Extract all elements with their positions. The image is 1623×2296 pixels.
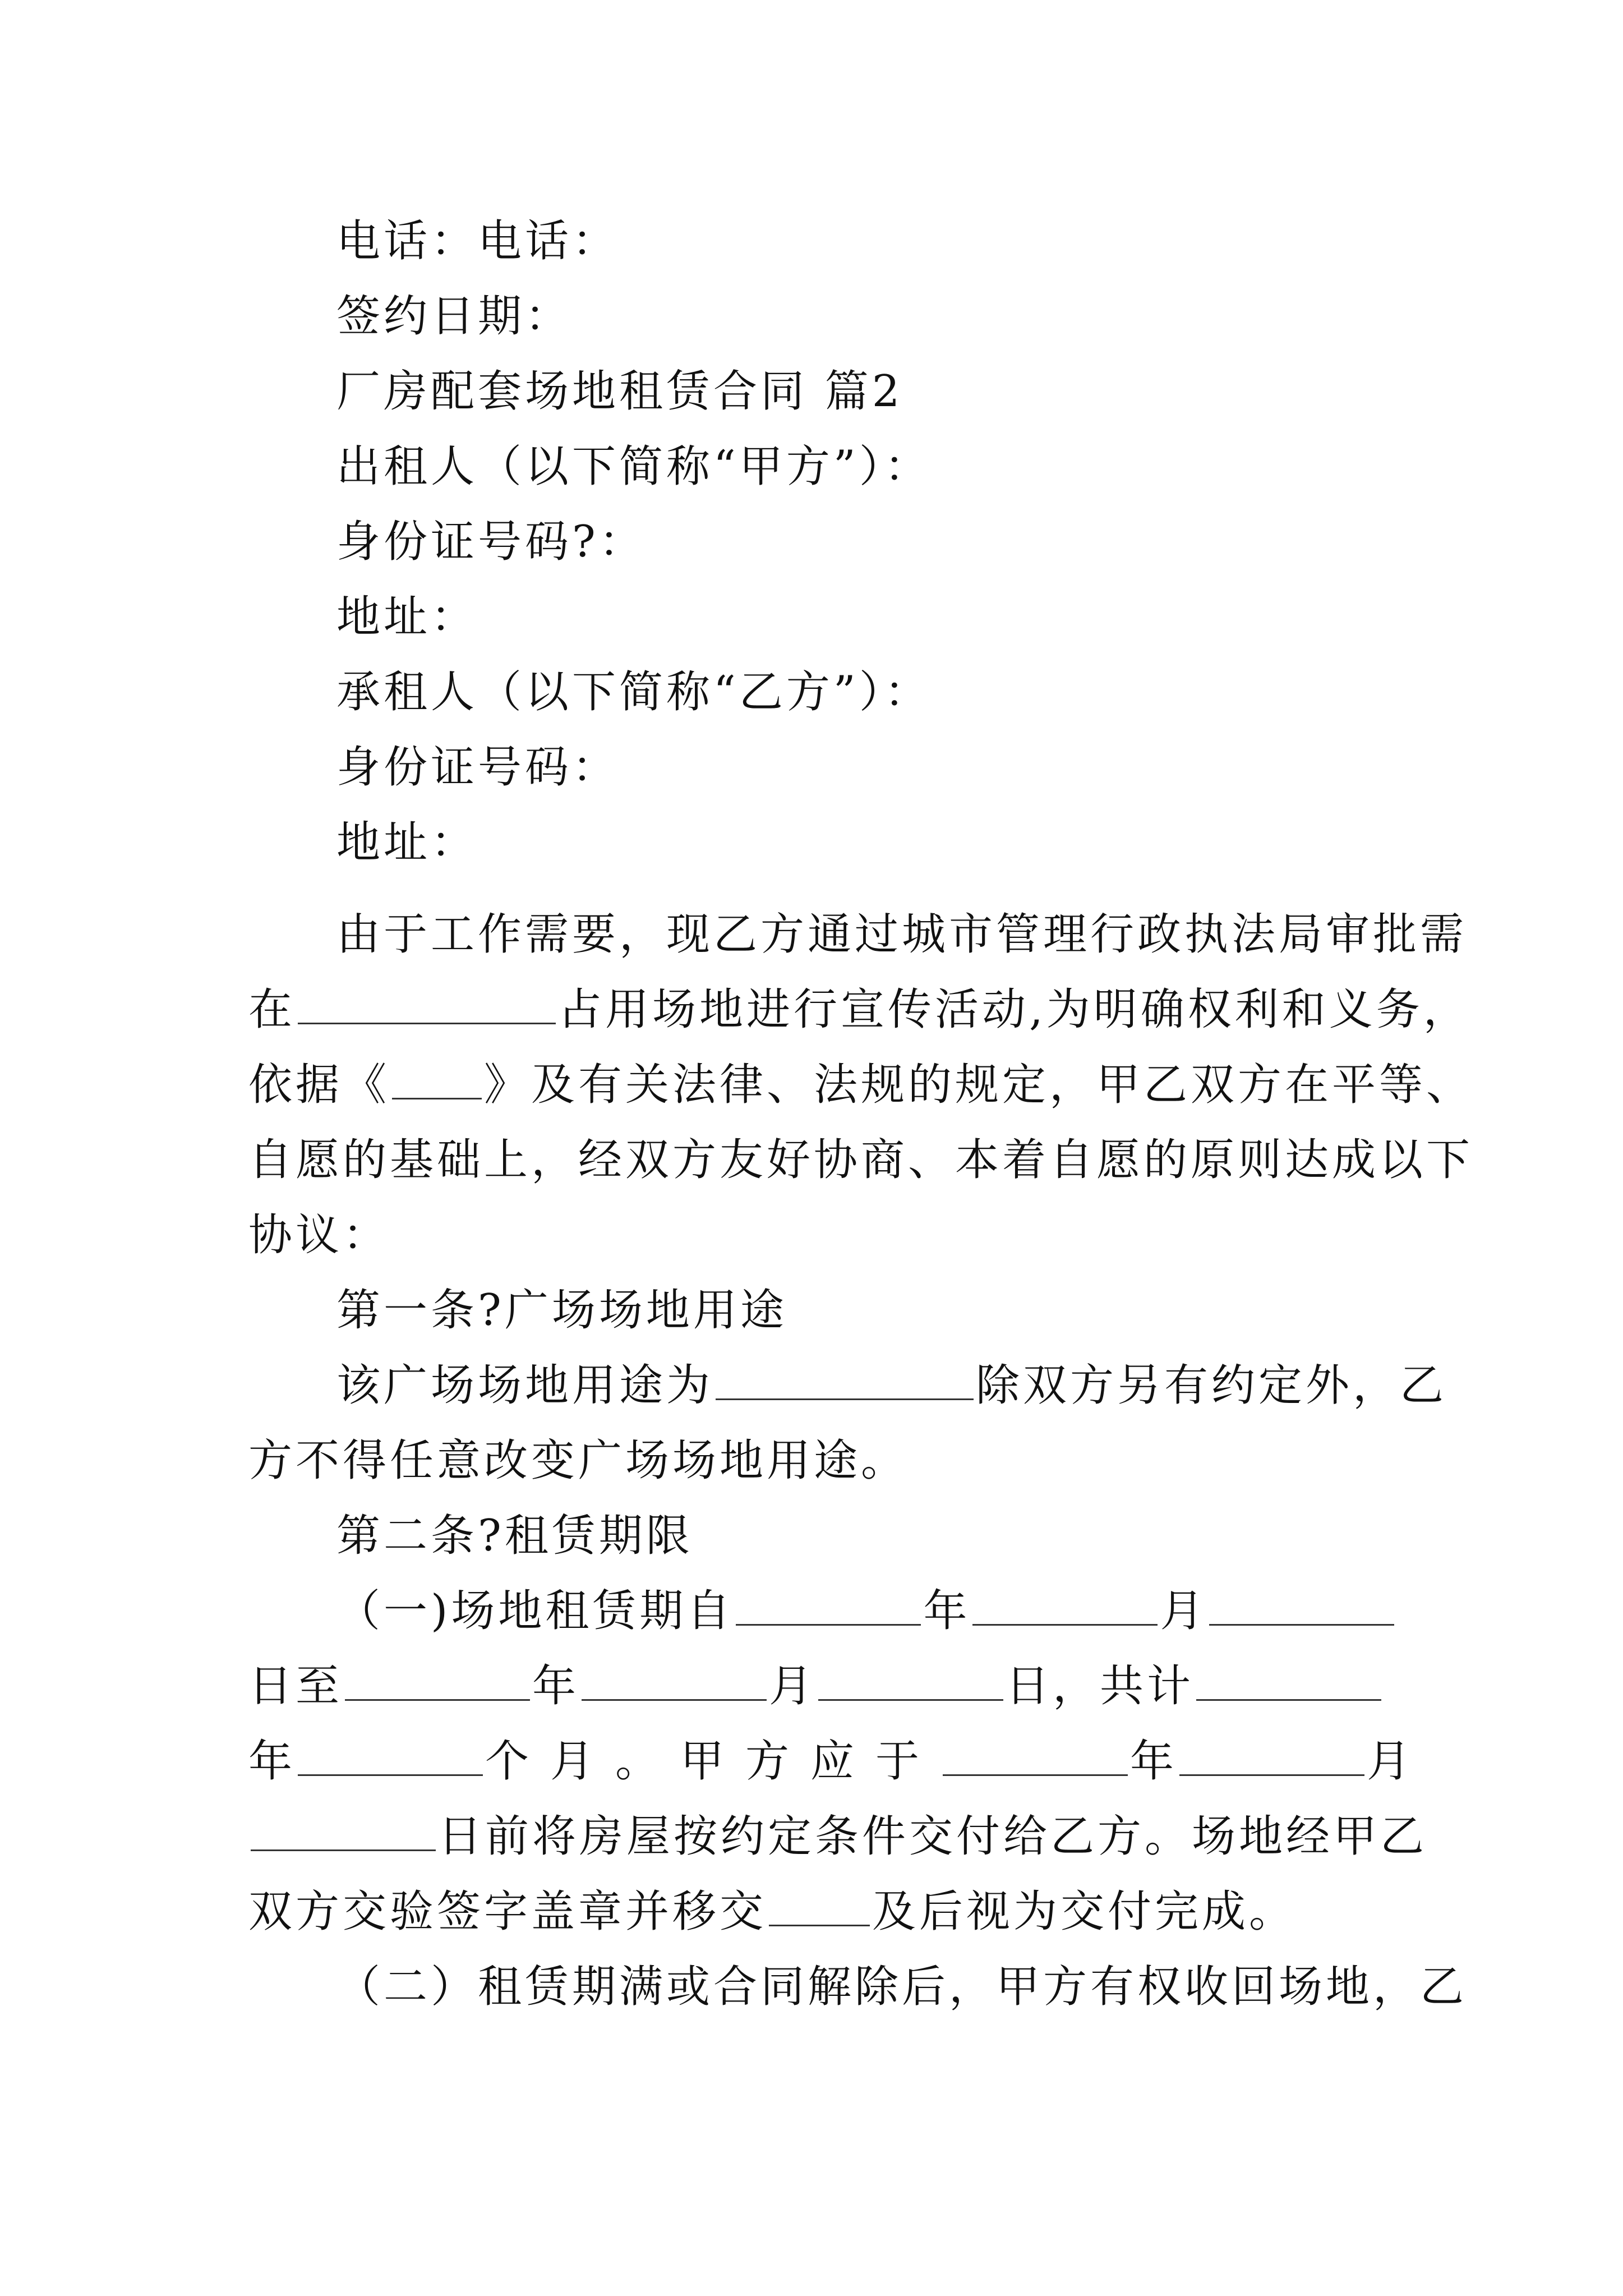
blank-field-total-years [1196,1665,1381,1701]
article-2-line-2: 日至 年 月 日，共计 [248,1658,1387,1714]
blank-field-delivery-month [1179,1741,1364,1776]
article-1-line-1: 该广场场地用途为 除双方另有约定外，乙 [336,1360,1447,1411]
article-2-heading: 第二条?租赁期限 [336,1511,693,1561]
blank-field-usage [716,1365,974,1400]
preamble-line-3: 依据《 》及有关法律、法规的规定，甲乙双方在平等、 [248,1060,1474,1110]
phone-line: 电话：电话： [336,216,620,266]
blank-field-end-year [345,1665,530,1701]
lessee-address-line: 地址： [336,817,478,868]
article-1-heading: 第一条?广场场地用途 [336,1285,787,1336]
preamble-line-1: 由于工作需要，现乙方通过城市管理行政执法局审批需 [336,909,1468,960]
preamble-line-5: 协议： [248,1210,390,1260]
preamble-line-2: 在 占用场地进行宣传活动,为明确权利和义务， [248,984,1470,1035]
article-2-line-5: 双方交验签字盖章并移交 及后视为交付完成。 [248,1887,1297,1937]
article-2-line-4: 日前将房屋按约定条件交付给乙方。场地经甲乙 [248,1809,1387,1865]
blank-field-delivery-year [943,1741,1128,1776]
blank-field-location [298,989,556,1024]
blank-field-start-year [736,1590,921,1626]
lessee-line: 承租人（以下简称“乙方”）： [336,667,932,717]
lessor-address-line: 地址： [336,592,478,642]
sign-date-line: 签约日期： [336,291,573,342]
article-1-line-2: 方不得任意改变广场场地用途。 [248,1435,909,1486]
blank-field-end-month [582,1665,767,1701]
article-2-clause-2: （二）租赁期满或合同解除后，甲方有权收回场地，乙 [336,1962,1468,2012]
blank-field-handover [769,1891,870,1926]
article-2-line-1: （一)场地租赁期自 年 月 [336,1583,1387,1639]
contract-title-line: 厂房配套场地租赁合同 篇2 [336,366,903,417]
preamble-line-4: 自愿的基础上，经双方友好协商、本着自愿的原则达成以下 [248,1135,1474,1185]
lessee-id-line: 身份证号码： [336,742,620,793]
lessor-line: 出租人（以下简称“甲方”）： [336,441,932,492]
blank-field-start-month [972,1590,1158,1626]
blank-field-total-months [298,1741,483,1776]
blank-field-delivery-day [251,1816,436,1851]
blank-field-end-day [818,1665,1003,1701]
blank-field-law [392,1064,482,1099]
lessor-id-line: 身份证号码?： [336,517,646,567]
blank-field-start-day [1209,1590,1394,1626]
article-2-line-3: 年 个月。甲方应于 年 月 [248,1736,1414,1787]
